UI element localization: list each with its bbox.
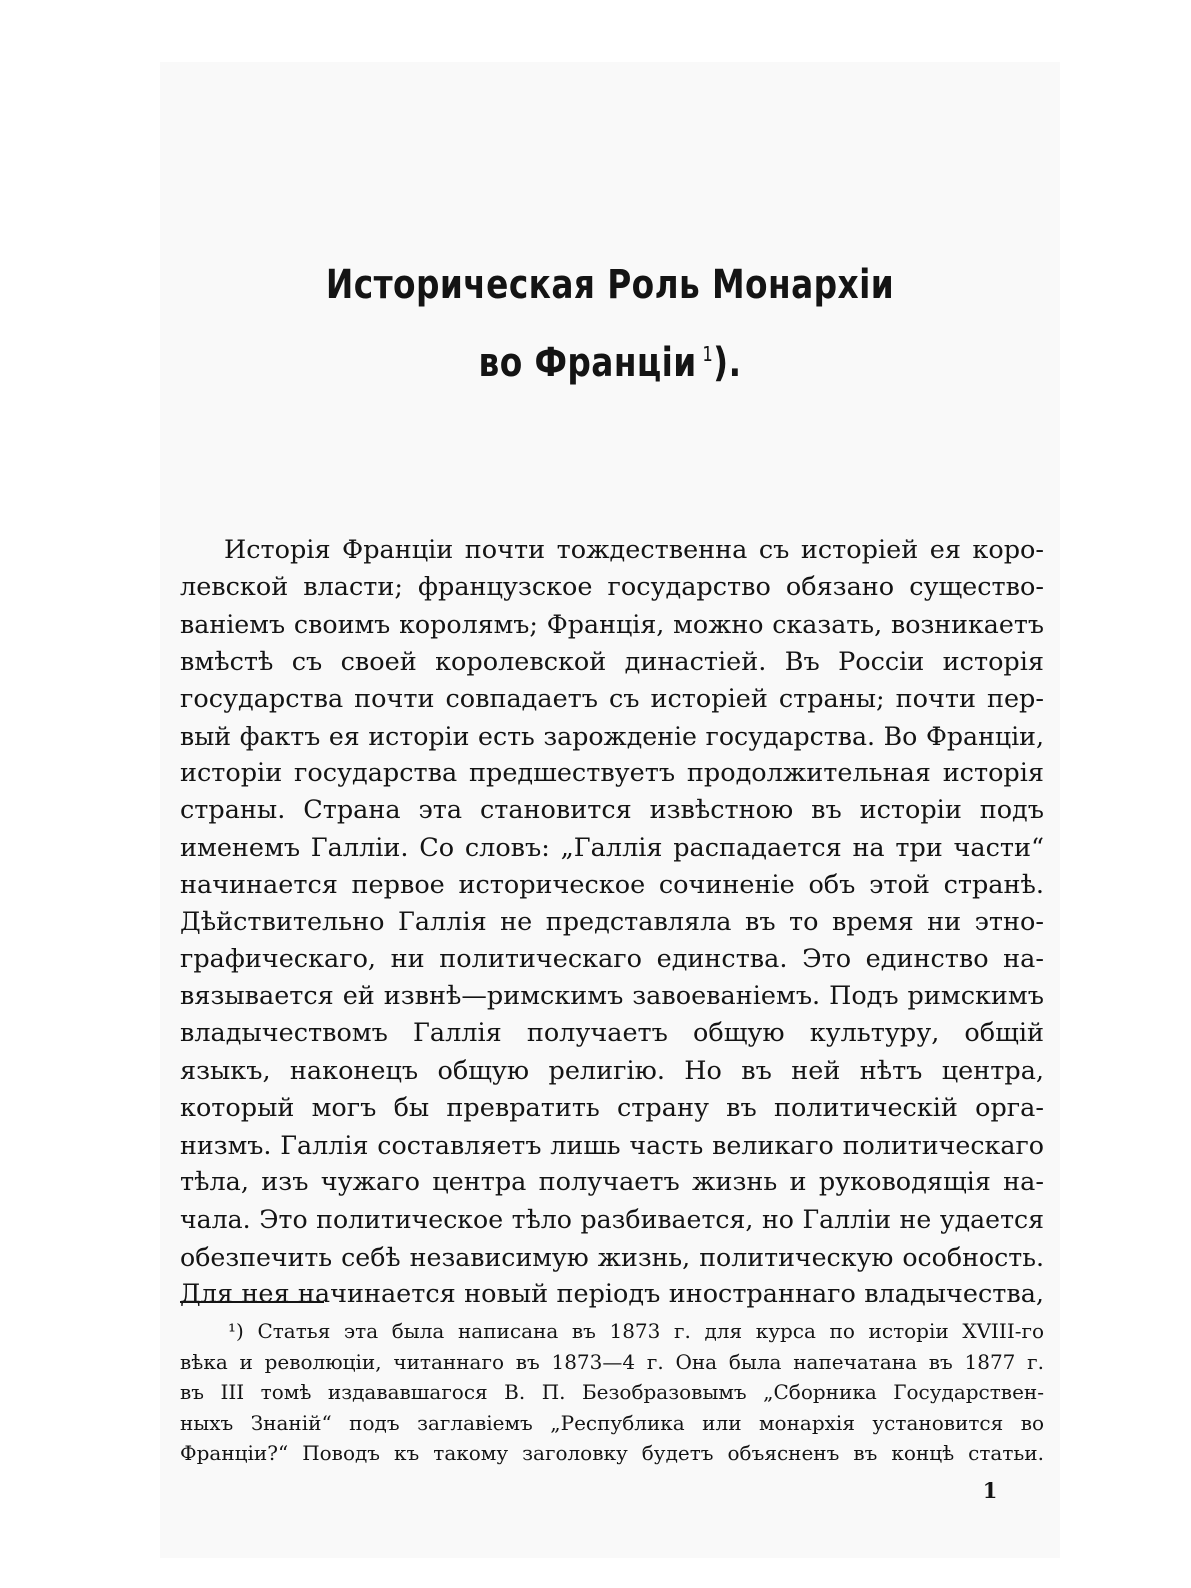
footnote-reference-mark: 1	[702, 342, 714, 366]
footnote-line: ¹) Статья эта была написана въ 1873 г. для курса по исторіи XVIII-го	[228, 1319, 1044, 1343]
footnote-line: вѣка и революціи, читаннаго въ 1873—4 г. Она была напечатана въ 1877 г.	[180, 1349, 1044, 1374]
footnote-line: Франціи?“ Поводъ къ такому заголовку будетъ объясненъ въ концѣ статьи.	[180, 1441, 1044, 1466]
body-line: вязывается ей извнѣ—римскимъ завоеваніемъ. Подъ римскимъ	[180, 981, 1044, 1012]
body-line: Исторія Франціи почти тождественна съ исторіей ея коро-	[224, 535, 1044, 565]
body-line: Дѣйствительно Галлія не представляла въ то время ни этно-	[180, 906, 1044, 937]
page-title-line-1: Историческая Роль Монархіи	[325, 262, 895, 308]
body-line: исторіи государства предшествуетъ продолжительная исторія	[180, 758, 1044, 789]
page-title-line-2-text: во Франціи	[478, 340, 697, 386]
body-line: Для нея начинается новый періодъ иностраннаго владычества,	[180, 1278, 1044, 1309]
footnote	[180, 1316, 1044, 1469]
body-line: вмѣстѣ съ своей королевской династіей. Въ Россіи исторія	[180, 646, 1044, 677]
body-line: ваніемъ своимъ королямъ; Франція, можно сказать, возникаетъ	[180, 609, 1044, 640]
page-number: 1	[982, 1478, 998, 1503]
body-line: левской власти; французское государство обязано существо-	[180, 572, 1044, 603]
body-line: начинается первое историческое сочиненіе объ этой странѣ.	[180, 869, 1044, 900]
body-line: обезпечить себѣ независимую жизнь, политическую особность.	[180, 1242, 1044, 1272]
body-line: чала. Это политическое тѣло разбивается, но Галліи не удается	[180, 1205, 1044, 1235]
body-line: который могъ бы превратить страну въ политическій орга-	[180, 1092, 1044, 1123]
page-title-line-2	[241, 340, 979, 386]
body-line: владычествомъ Галлія получаетъ общую культуру, общій	[180, 1018, 1044, 1049]
footnote-line: въ III томѣ издававшагося В. П. Безобразовымъ „Сборника Государствен-	[180, 1380, 1044, 1405]
page-title-line-2-tail: ).	[713, 340, 742, 386]
body-line: государства почти совпадаетъ съ исторіей страны; почти пер-	[180, 683, 1044, 714]
body-line: именемъ Галліи. Со словъ: „Галлія распадается на три части“	[180, 832, 1044, 863]
body-paragraph	[180, 532, 1044, 1313]
body-line: страны. Страна эта становится извѣстною въ исторіи подъ	[180, 795, 1044, 826]
footnote-divider	[180, 1301, 324, 1303]
footnote-line: ныхъ Знаній“ подъ заглавіемъ „Республика или монархія установится во	[180, 1410, 1044, 1435]
body-line: тѣла, изъ чужаго центра получаетъ жизнь и руководящія на-	[180, 1167, 1044, 1198]
body-line: графическаго, ни политическаго единства. Это единство на-	[180, 944, 1044, 975]
body-line: низмъ. Галлія составляетъ лишь часть великаго политическаго	[180, 1130, 1044, 1160]
body-line: вый фактъ ея исторіи есть зарожденіе государства. Во Франціи,	[180, 721, 1044, 751]
body-line: языкъ, наконецъ общую религію. Но въ ней нѣтъ центра,	[180, 1055, 1044, 1086]
